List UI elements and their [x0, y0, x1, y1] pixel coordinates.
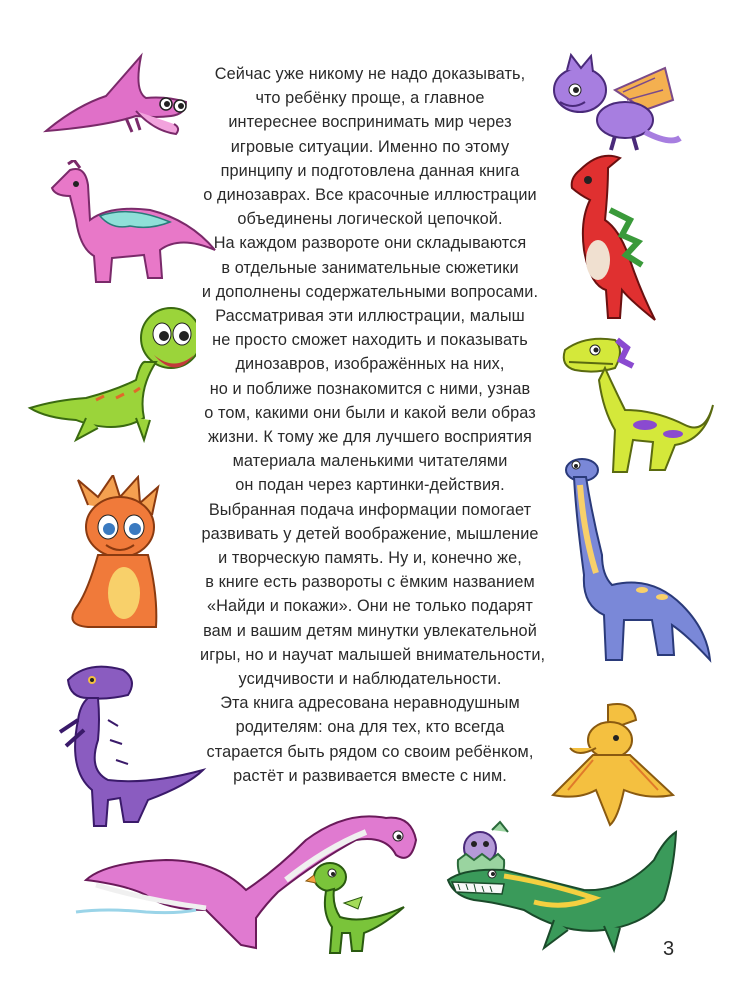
page-number: 3: [663, 938, 675, 960]
pink-hadrosaur-icon: [40, 160, 220, 290]
text-line: старается быть рядом со своим ребёнком,: [206, 742, 534, 761]
text-line: не просто сможет находить и показывать: [212, 331, 528, 350]
text-line: что ребёнку проще, а главное: [255, 89, 485, 108]
text-line: родителям: она для тех, кто всегда: [235, 718, 505, 737]
text-line: вам и вашим детям минутки увлекательной: [203, 621, 537, 640]
text-line: интереснее воспринимать мир через: [228, 113, 512, 132]
text-line: игры, но и научат малышей внимательности,: [200, 645, 546, 664]
text-line: динозавров, изображённых на них,: [235, 355, 505, 374]
green-plesiosaur-icon: [26, 300, 196, 450]
text-line: материала маленькими читателями: [232, 452, 508, 471]
text-line: но и поближе познакомится с ними, узнав: [209, 379, 531, 398]
text-line: он подан через картинки-действия.: [235, 476, 505, 495]
text-line: в книге есть развороты с ёмким названием: [205, 573, 535, 592]
intro-text: [200, 62, 546, 788]
orange-dragon-icon: [58, 475, 188, 640]
green-bird-dino-icon: [304, 855, 414, 960]
blue-brachiosaur-icon: [562, 455, 712, 670]
text-line: «Найди и покажи». Они не только подарят: [207, 597, 533, 616]
yellow-pterodactyl-icon: [548, 700, 678, 830]
pink-pterodactyl-icon: [36, 36, 196, 146]
text-line: объединены логической цепочкой.: [237, 210, 503, 229]
red-parasaurolophus-icon: [560, 150, 670, 330]
text-line: игровые ситуации. Именно по этому: [230, 137, 510, 156]
text-line: Рассматривая эти иллюстрации, малыш: [215, 307, 525, 326]
text-line: и творческую память. Ну и, конечно же,: [218, 549, 522, 568]
green-mosasaur-icon: [444, 830, 694, 955]
text-line: усидчивости и наблюдательности.: [238, 670, 502, 689]
text-line: развивать у детей воображение, мышление: [201, 524, 539, 543]
purple-baby-dragon-icon: [545, 50, 685, 160]
text-line: и дополнены содержательными вопросами.: [201, 282, 539, 301]
text-line: о том, какими они были и какой вели образ: [204, 403, 536, 422]
text-line: растёт и развивается вместе с ним.: [233, 766, 507, 785]
text-line: жизни. К тому же для лучшего восприятия: [208, 428, 532, 447]
text-line: в отдельные занимательные сюжетики: [221, 258, 519, 277]
text-line: На каждом развороте они складываются: [213, 234, 527, 253]
text-line: Эта книга адресована неравнодушным: [220, 694, 520, 713]
text-line: Выбранная подача информации помогает: [208, 500, 532, 519]
text-line: о динозаврах. Все красочные иллюстрации: [203, 186, 537, 205]
text-line: Сейчас уже никому не надо доказывать,: [214, 65, 526, 83]
text-line: принципу и подготовлена данная книга: [220, 161, 520, 180]
